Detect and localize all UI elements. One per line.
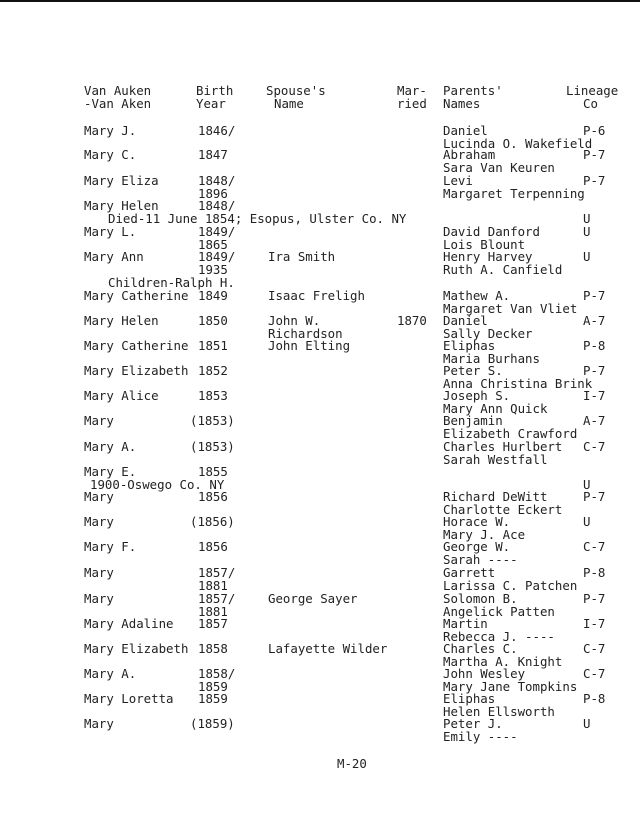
entry-lineage-code: P-7 <box>583 363 606 378</box>
entry-lineage-code: P-7 <box>583 489 606 504</box>
entry-parent-mother: Mary Jane Tompkins <box>443 678 578 694</box>
entry-lineage-code: P-7 <box>583 288 606 303</box>
entry-death-year: 1865 <box>198 236 228 252</box>
entry-birth-year: 1849/ <box>198 224 236 239</box>
entry-lineage-code: I-7 <box>583 388 606 403</box>
lineage-header: Lineage <box>566 83 619 98</box>
entry-parent-father: David Danford <box>443 224 540 239</box>
spouse-header: Spouse's <box>266 83 326 98</box>
entry-note: 1900-Oswego Co. NY <box>90 476 225 492</box>
entry-parent-mother: Margaret Terpenning <box>443 185 585 201</box>
entry-spouse-line2: Richardson <box>268 325 343 341</box>
entry-spouse: Isaac Freligh <box>268 288 365 303</box>
entry-lineage-code: C-7 <box>583 439 606 454</box>
entry-birth-year: 1847 <box>198 147 228 162</box>
surname-header: Van Auken <box>84 83 152 98</box>
entry-lineage-code: U <box>583 210 591 226</box>
entry-name: Mary C. <box>84 147 137 162</box>
entry-birth-year: 1856 <box>198 539 228 554</box>
entry-lineage-code: P-6 <box>583 123 606 138</box>
entry-lineage-code: C-7 <box>583 641 606 656</box>
entry-name: Mary Eliza <box>84 173 159 188</box>
entry-parent-father: Solomon B. <box>443 591 518 606</box>
entry-parent-mother: Angelick Patten <box>443 603 555 619</box>
entry-parent-father: Peter J. <box>443 716 503 731</box>
top-border-line <box>0 0 640 2</box>
entry-parent-father: Benjamin <box>443 413 503 428</box>
entry-parent-father: Levi <box>443 173 473 188</box>
entry-birth-year: 1859 <box>198 691 228 706</box>
entry-lineage-code: C-7 <box>583 666 606 681</box>
entry-parent-mother: Anna Christina Brink <box>443 375 593 391</box>
entry-name: Mary Alice <box>84 388 159 403</box>
page-number: M-20 <box>337 756 367 771</box>
entry-parent-mother: Charlotte Eckert <box>443 501 563 517</box>
entry-birth-year: 1857 <box>198 616 228 631</box>
entry-parent-mother: Mary Ann Quick <box>443 400 548 416</box>
entry-birth-year: 1846/ <box>198 123 236 138</box>
entry-parent-father: Martin <box>443 616 488 631</box>
entry-birth-year: 1850 <box>198 313 228 328</box>
entry-spouse: Lafayette Wilder <box>268 641 388 656</box>
spouse-header-line2: Name <box>274 96 304 111</box>
parents-header-line2: Names <box>443 96 481 111</box>
entry-parent-mother: Lois Blount <box>443 236 526 252</box>
entry-lineage-code: U <box>583 514 591 529</box>
entry-birth-year: 1848/ <box>198 173 236 188</box>
entry-name: Mary L. <box>84 224 137 239</box>
entry-name: Mary <box>84 413 114 428</box>
entry-parent-mother: Mary J. Ace <box>443 526 526 542</box>
entry-name: Mary <box>84 489 114 504</box>
entry-lineage-code: P-7 <box>583 147 606 162</box>
lineage-header-line2: Co <box>583 96 598 111</box>
entry-name: Mary A. <box>84 666 137 681</box>
entry-name: Mary Catherine <box>84 338 189 353</box>
entry-parent-mother: Sally Decker <box>443 325 533 341</box>
entry-note: Children-Ralph H. <box>108 275 235 290</box>
entry-lineage-code: I-7 <box>583 616 606 631</box>
entry-birth-year: 1851 <box>198 338 228 353</box>
entry-name: Mary J. <box>84 123 137 138</box>
entry-note: Died-11 June 1854; Esopus, Ulster Co. NY <box>108 210 407 226</box>
entry-birth-year: 1849 <box>198 288 228 303</box>
entry-birth-year: (1859) <box>190 716 235 731</box>
entry-parent-father: Richard DeWitt <box>443 489 548 504</box>
entry-birth-year: 1855 <box>198 464 228 479</box>
parents-header: Parents' <box>443 83 503 98</box>
entry-name: Mary Helen <box>84 313 159 328</box>
entry-married-year: 1870 <box>397 313 427 328</box>
entry-birth-year: 1856 <box>198 489 228 504</box>
entry-death-year: 1881 <box>198 603 228 619</box>
entry-parent-mother: Maria Burhans <box>443 350 540 366</box>
entry-parent-father: Henry Harvey <box>443 249 533 264</box>
entry-name: Mary Adaline <box>84 616 174 631</box>
entry-parent-father: Abraham <box>443 147 496 162</box>
entry-lineage-code: C-7 <box>583 539 606 554</box>
entry-birth-year: (1853) <box>190 413 235 428</box>
entry-parent-father: Peter S. <box>443 363 503 378</box>
entry-parent-mother: Ruth A. Canfield <box>443 261 563 277</box>
entry-birth-year: 1848/ <box>198 198 236 213</box>
birth-header-line2: Year <box>196 96 226 111</box>
entry-lineage-code: U <box>583 716 591 731</box>
entry-name: Mary Catherine <box>84 288 189 303</box>
entry-name: Mary <box>84 591 114 606</box>
entry-parent-father: Eliphas <box>443 338 496 353</box>
entry-parent-father: John Wesley <box>443 666 526 681</box>
entry-birth-year: 1858 <box>198 641 228 656</box>
entry-spouse: Ira Smith <box>268 249 336 264</box>
entry-death-year: 1935 <box>198 261 228 277</box>
entry-parent-mother: Sarah ---- <box>443 551 518 567</box>
entry-parent-mother: Martha A. Knight <box>443 653 563 669</box>
entry-parent-mother: Larissa C. Patchen <box>443 577 578 593</box>
entry-spouse: John W. <box>268 313 321 328</box>
entry-name: Mary <box>84 514 114 529</box>
entry-death-year: 1859 <box>198 678 228 694</box>
entry-parent-mother: Helen Ellsworth <box>443 703 555 719</box>
entry-lineage-code: P-8 <box>583 691 606 706</box>
entry-lineage-code: U <box>583 476 591 492</box>
entry-name: Mary <box>84 716 114 731</box>
entry-spouse: George Sayer <box>268 591 358 606</box>
entry-lineage-code: P-7 <box>583 591 606 606</box>
entry-lineage-code: U <box>583 224 591 239</box>
entry-parent-father: Garrett <box>443 565 496 580</box>
entry-name: Mary Ann <box>84 249 144 264</box>
entry-birth-year: (1853) <box>190 439 235 454</box>
entry-parent-father: Eliphas <box>443 691 496 706</box>
entry-birth-year: 1853 <box>198 388 228 403</box>
entry-birth-year: 1852 <box>198 363 228 378</box>
entry-name: Mary Loretta <box>84 691 174 706</box>
entry-parent-mother: Elizabeth Crawford <box>443 425 578 441</box>
surname-header-line2: -Van Aken <box>84 96 152 111</box>
entry-parent-mother: Emily ---- <box>443 728 518 744</box>
entry-parent-mother: Sarah Westfall <box>443 451 548 467</box>
entry-parent-father: Charles Hurlbert <box>443 439 563 454</box>
entry-name: Mary Helen <box>84 198 159 213</box>
entry-parent-father: Daniel <box>443 313 488 328</box>
entry-name: Mary Elizabeth <box>84 363 189 378</box>
entry-parent-father: Joseph S. <box>443 388 511 403</box>
entry-name: Mary <box>84 565 114 580</box>
entry-lineage-code: P-8 <box>583 338 606 353</box>
married-header-line2: ried <box>397 96 427 111</box>
entry-lineage-code: U <box>583 249 591 264</box>
entry-parent-mother: Sara Van Keuren <box>443 159 555 175</box>
entry-name: Mary A. <box>84 439 137 454</box>
entry-lineage-code: P-8 <box>583 565 606 580</box>
entry-name: Mary Elizabeth <box>84 641 189 656</box>
entry-parent-father: Daniel <box>443 123 488 138</box>
entry-birth-year: 1857/ <box>198 591 236 606</box>
entry-birth-year: (1856) <box>190 514 235 529</box>
entry-lineage-code: A-7 <box>583 313 606 328</box>
entry-spouse: John Elting <box>268 338 351 353</box>
entry-parent-mother: Rebecca J. ---- <box>443 628 555 644</box>
entry-parent-father: Horace W. <box>443 514 511 529</box>
entry-parent-father: George W. <box>443 539 511 554</box>
married-header: Mar- <box>397 83 427 98</box>
entry-birth-year: 1849/ <box>198 249 236 264</box>
entry-name: Mary E. <box>84 464 137 479</box>
entry-birth-year: 1857/ <box>198 565 236 580</box>
entry-birth-year: 1858/ <box>198 666 236 681</box>
entry-parent-mother: Margaret Van Vliet <box>443 300 578 316</box>
entry-lineage-code: A-7 <box>583 413 606 428</box>
entry-parent-father: Mathew A. <box>443 288 511 303</box>
entry-parent-mother: Lucinda O. Wakefield <box>443 135 593 151</box>
entry-death-year: 1881 <box>198 577 228 593</box>
birth-header: Birth <box>196 83 234 98</box>
entry-lineage-code: P-7 <box>583 173 606 188</box>
entry-parent-father: Charles C. <box>443 641 518 656</box>
entry-death-year: 1896 <box>198 185 228 201</box>
entry-name: Mary F. <box>84 539 137 554</box>
